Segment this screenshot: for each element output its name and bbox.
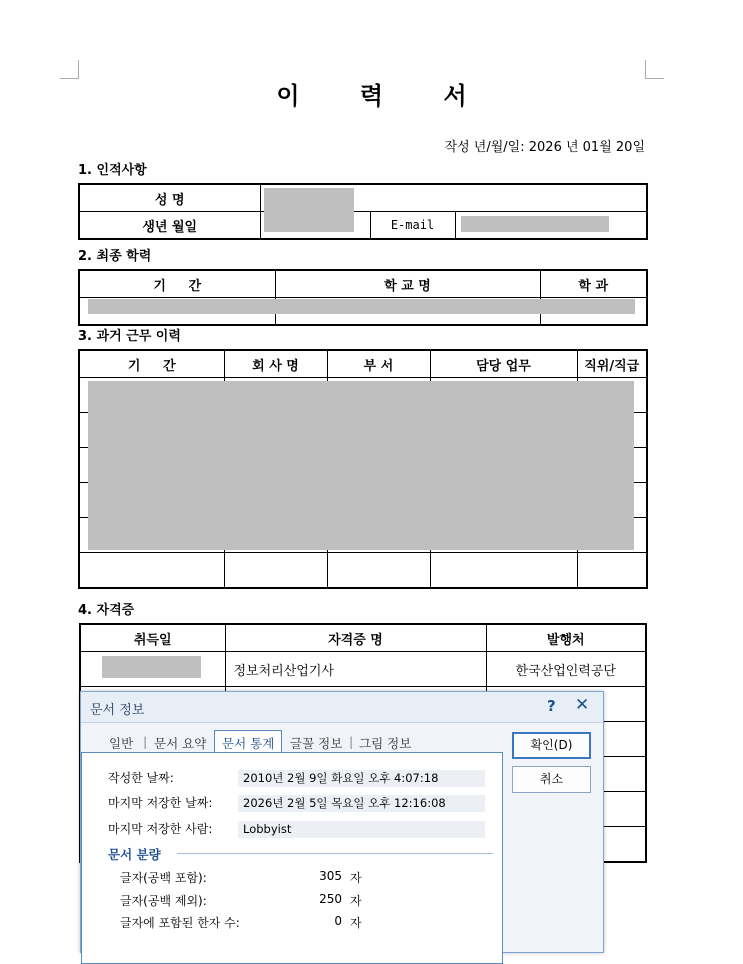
saved-date-label: 마지막 저장한 날짜: [108, 796, 213, 810]
ok-button[interactable]: 확인(D) [512, 732, 591, 759]
stat-label-hanja: 글자에 포함된 한자 수: [120, 916, 240, 930]
redacted-photo-name [264, 188, 354, 232]
help-icon[interactable]: ? [547, 697, 556, 715]
education-table [78, 269, 648, 326]
tab-summary[interactable]: 문서 요약 [154, 736, 207, 751]
career-header-dept: 부 서 [327, 350, 430, 378]
created-date-value: 2010년 2월 9일 화요일 오후 4:07:18 [238, 770, 485, 787]
section-heading-personal: 1. 인적사항 [78, 163, 147, 178]
birth-label: 생년 월일 [79, 212, 260, 240]
tab-image-info[interactable]: 그림 정보 [359, 736, 412, 751]
cert-header-name: 자격증 명 [225, 624, 486, 652]
created-date-label: 작성한 날짜: [108, 771, 174, 785]
statistics-panel [81, 752, 503, 964]
group-divider [177, 853, 493, 854]
section-heading-certificates: 4. 자격증 [78, 603, 135, 618]
stat-unit: 자 [350, 894, 362, 908]
stat-unit: 자 [350, 871, 362, 885]
career-header-company: 회 사 명 [224, 350, 327, 378]
edu-header-period: 기 간 [79, 270, 275, 298]
tab-statistics[interactable]: 문서 통계 [214, 730, 282, 756]
section-heading-education: 2. 최종 학력 [78, 249, 152, 264]
dialog-title-bar[interactable] [81, 692, 603, 723]
email-label: E-mail [370, 212, 455, 240]
saved-date-value: 2026년 2월 5일 목요일 오후 12:16:08 [238, 795, 485, 812]
document-title: 이 력 서 [276, 82, 493, 110]
document-info-dialog [80, 691, 604, 953]
cert-name-cell: 정보처리산업기사 [225, 652, 486, 687]
tab-font-info[interactable]: 글꼴 정보 [290, 736, 343, 751]
close-icon[interactable]: ✕ [575, 695, 590, 715]
cert-header-issuer: 발행처 [486, 624, 646, 652]
stat-label-without-spaces: 글자(공백 제외): [120, 894, 207, 908]
edu-header-school: 학 교 명 [275, 270, 540, 298]
section-heading-career: 3. 과거 근무 이력 [78, 329, 181, 344]
stat-label-with-spaces: 글자(공백 포함): [120, 871, 207, 885]
date-line: 작성 년/월/일: 2026 년 01월 20일 [444, 140, 645, 155]
stat-value-hanja: 0 [334, 914, 342, 928]
tab-separator: | [349, 734, 354, 749]
dialog-tabs [109, 734, 489, 754]
stat-unit: 자 [350, 916, 362, 930]
career-header-duty: 담당 업무 [430, 350, 577, 378]
saved-by-label: 마지막 저장한 사람: [108, 822, 213, 836]
cert-issuer-cell: 한국산업인력공단 [486, 652, 646, 687]
saved-by-value: Lobbyist [238, 821, 485, 838]
redacted-cert-date [102, 656, 201, 678]
tab-separator: | [143, 734, 148, 749]
name-label: 성 명 [79, 184, 260, 212]
redacted-email [461, 216, 609, 232]
career-header-period: 기 간 [79, 350, 224, 378]
tab-general[interactable]: 일반 [109, 736, 134, 751]
edu-header-major: 학 과 [540, 270, 647, 298]
career-header-position: 직위/직급 [577, 350, 647, 378]
stat-value-with-spaces: 305 [319, 869, 342, 883]
group-title-volume: 문서 분량 [108, 847, 161, 862]
stat-value-without-spaces: 250 [319, 892, 342, 906]
dialog-title: 문서 정보 [90, 703, 145, 718]
cancel-button[interactable]: 취소 [512, 766, 591, 793]
redacted-career-rows [88, 381, 634, 550]
redacted-education-row [88, 299, 635, 314]
cert-header-date: 취득일 [80, 624, 225, 652]
